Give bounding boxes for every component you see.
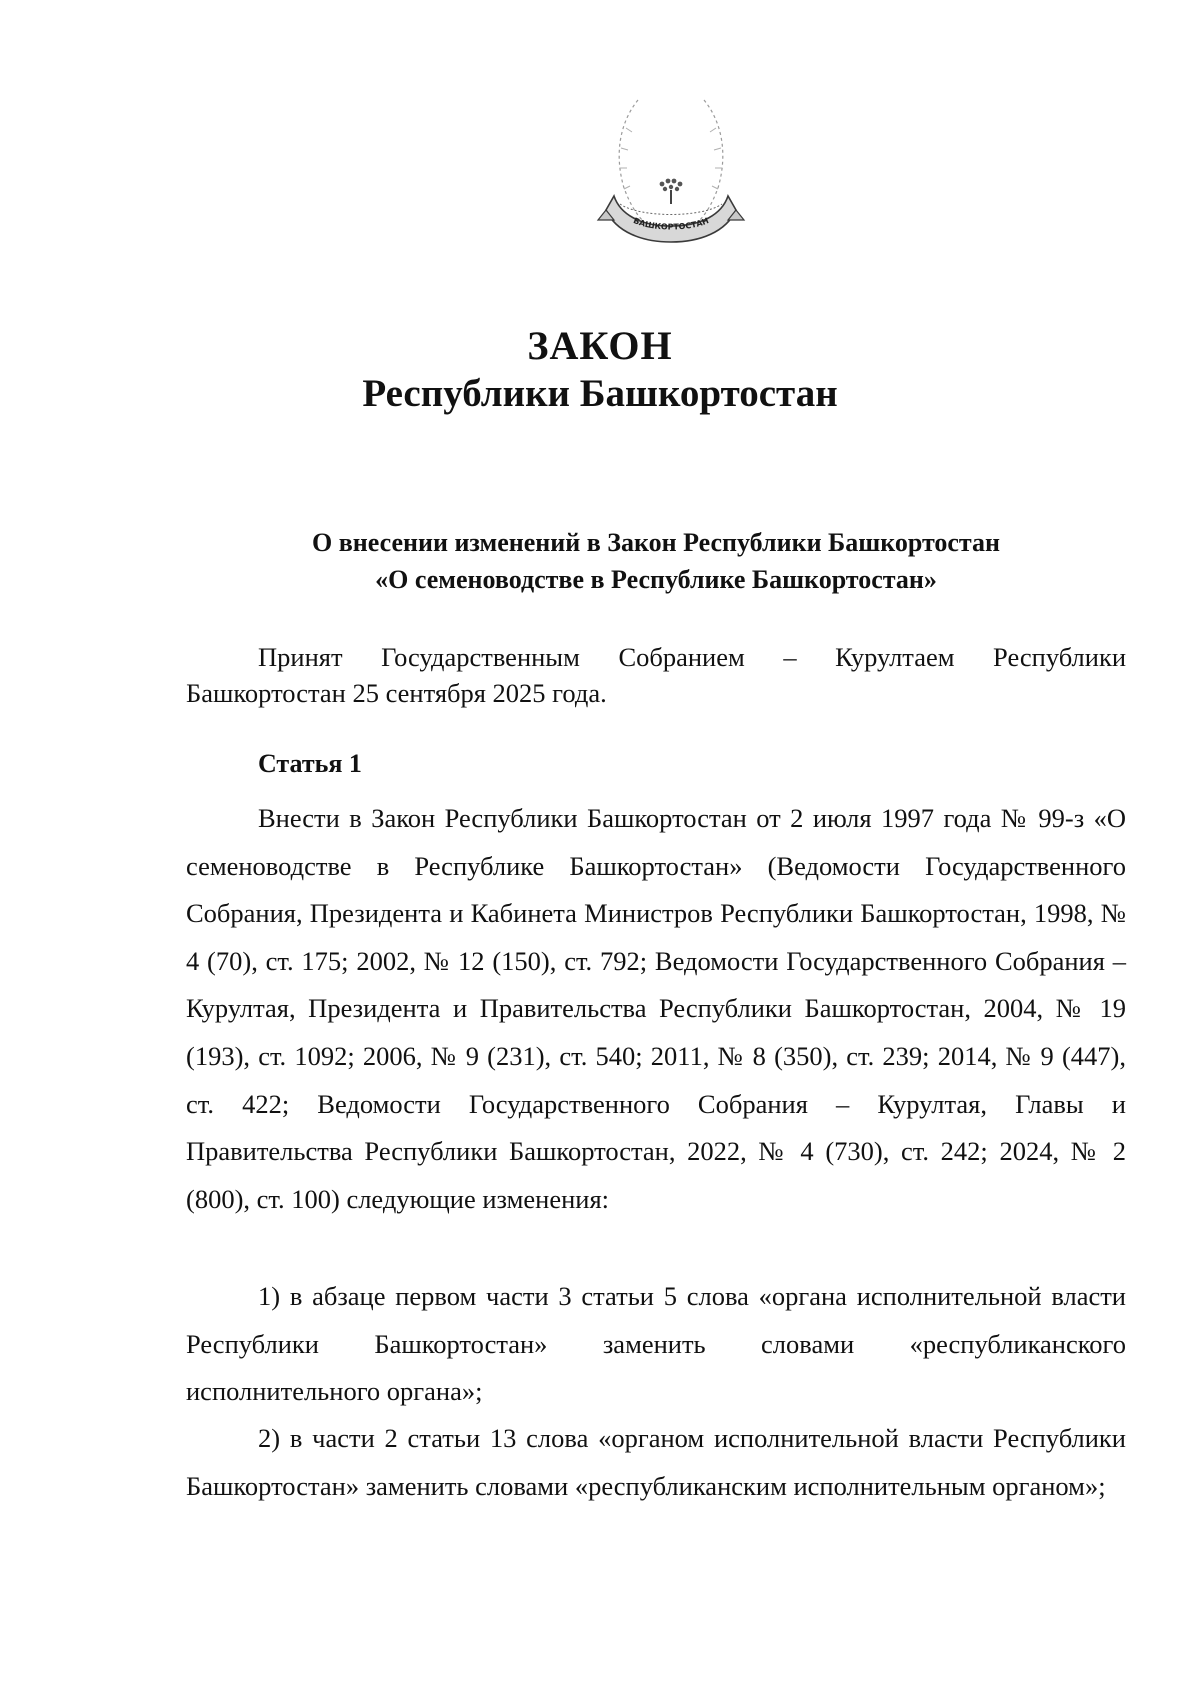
article-body: Внести в Закон Республики Башкортостан от 2 июля 1997 года № 99-з «О семеноводстве в Республике Башкортостан» (Ведомости Государственного Собрания, Президента и Кабинета Министров Республики Башкортостан, 1998, № 4 (70), ст. 175; 2002, № 12 (150), ст. 792; Ведомости Государственного Собрания – Курултая, Президента и Правительства Республики Башкортостан, 2004, № 19 (193), ст. 1092; 2006, № 9 (231), ст. 540; 2011, № 8 (350), ст. 239; 2014, № 9 (447), ст. 422; Ведомости Государственного Собрания – Курултая, Главы и Правительства Республики Башкортостан, 2022, № 4 (730), ст. 242; 2024, № 2 (800), ст. 100) следующие изменения: [186, 803, 1126, 1214]
document-subtitle: Республики Башкортостан [362, 372, 838, 415]
law-name [186, 524, 1126, 598]
law-name-line-1: О внесении изменений в Закон Республики Башкортостан [312, 528, 1000, 557]
bashkortostan-coat-of-arms-icon [580, 92, 756, 264]
adoption-note: Принят Государственным Собранием – Курултаем Республики Башкортостан 25 сентября 2025 года. [186, 642, 1126, 708]
emblem-ribbon-text: БАШКОРТОСТАН [631, 216, 711, 232]
article-item-2: 2) в части 2 статьи 13 слова «органом исполнительной власти Республики Башкортостан» заменить словами «республиканским исполнительным органом»; [186, 1423, 1126, 1501]
article-heading: Статья 1 [258, 749, 362, 778]
document-title: ЗАКОН [527, 323, 673, 368]
article-item-1: 1) в абзаце первом части 3 статьи 5 слова «органа исполнительной власти Республики Башкортостан» заменить словами «республиканского исполнительного органа»; [186, 1281, 1126, 1407]
law-name-line-2: «О семеноводстве в Республике Башкортостан» [375, 565, 937, 594]
